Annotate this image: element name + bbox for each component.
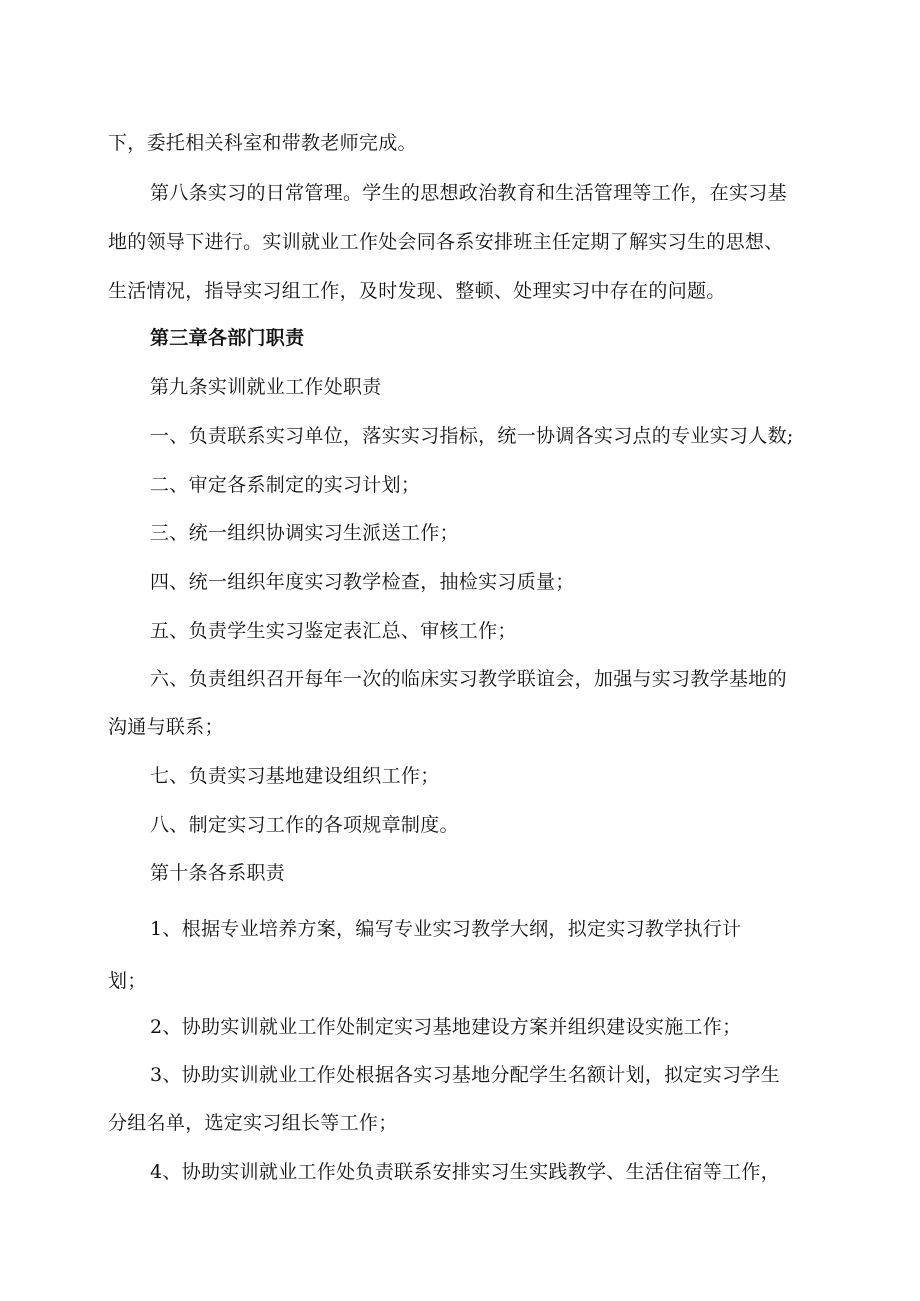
article-9-item-3: 三、统一组织协调实习生派送工作； bbox=[150, 522, 459, 544]
article-10-item-2: 2、协助实训就业工作处制定实习基地建设方案并组织建设实施工作； bbox=[150, 1016, 742, 1038]
article-9-heading: 第九条实训就业工作处职责 bbox=[150, 376, 382, 398]
chapter-3-heading: 第三章各部门职责 bbox=[150, 327, 305, 349]
article-10-item-1-line-2: 划； bbox=[108, 970, 147, 992]
article-10-item-1-line-1: 1、根据专业培养方案，编写专业实习教学大纲，拟定实习教学执行计 bbox=[150, 918, 742, 940]
article-9-item-8: 八、制定实习工作的各项规章制度。 bbox=[150, 814, 459, 836]
article-9-item-6-line-1: 六、负责组织召开每年一次的临床实习教学联谊会，加强与实习教学基地的 bbox=[150, 668, 787, 690]
article-9-item-1: 一、负责联系实习单位，落实实习指标，统一协调各实习点的专业实习人数; bbox=[150, 425, 794, 447]
text-line-continuation: 下，委托相关科室和带教老师完成。 bbox=[108, 132, 417, 154]
article-10-item-4-line-1: 4、协助实训就业工作处负责联系安排实习生实践教学、生活住宿等工作， bbox=[150, 1161, 780, 1183]
article-8-line-2: 地的领导下进行。实训就业工作处会同各系安排班主任定期了解实习生的思想、 bbox=[108, 231, 784, 253]
article-10-item-3-line-1: 3、协助实训就业工作处根据各实习基地分配学生名额计划，拟定实习学生 bbox=[150, 1064, 780, 1086]
article-9-item-2: 二、审定各系制定的实习计划； bbox=[150, 474, 421, 496]
article-9-item-6-line-2: 沟通与联系； bbox=[108, 716, 224, 738]
article-9-item-7: 七、负责实习基地建设组织工作； bbox=[150, 765, 440, 787]
article-9-item-4: 四、统一组织年度实习教学检查，抽检实习质量； bbox=[150, 571, 575, 593]
article-10-heading: 第十条各系职责 bbox=[150, 862, 286, 884]
article-9-item-5: 五、负责学生实习鉴定表汇总、审核工作； bbox=[150, 620, 517, 642]
article-8-line-1: 第八条实习的日常管理。学生的思想政治教育和生活管理等工作，在实习基 bbox=[150, 182, 787, 204]
article-8-line-3: 生活情况，指导实习组工作，及时发现、整顿、处理实习中存在的问题。 bbox=[108, 280, 726, 302]
article-10-item-3-line-2: 分组名单，选定实习组长等工作； bbox=[108, 1112, 398, 1134]
